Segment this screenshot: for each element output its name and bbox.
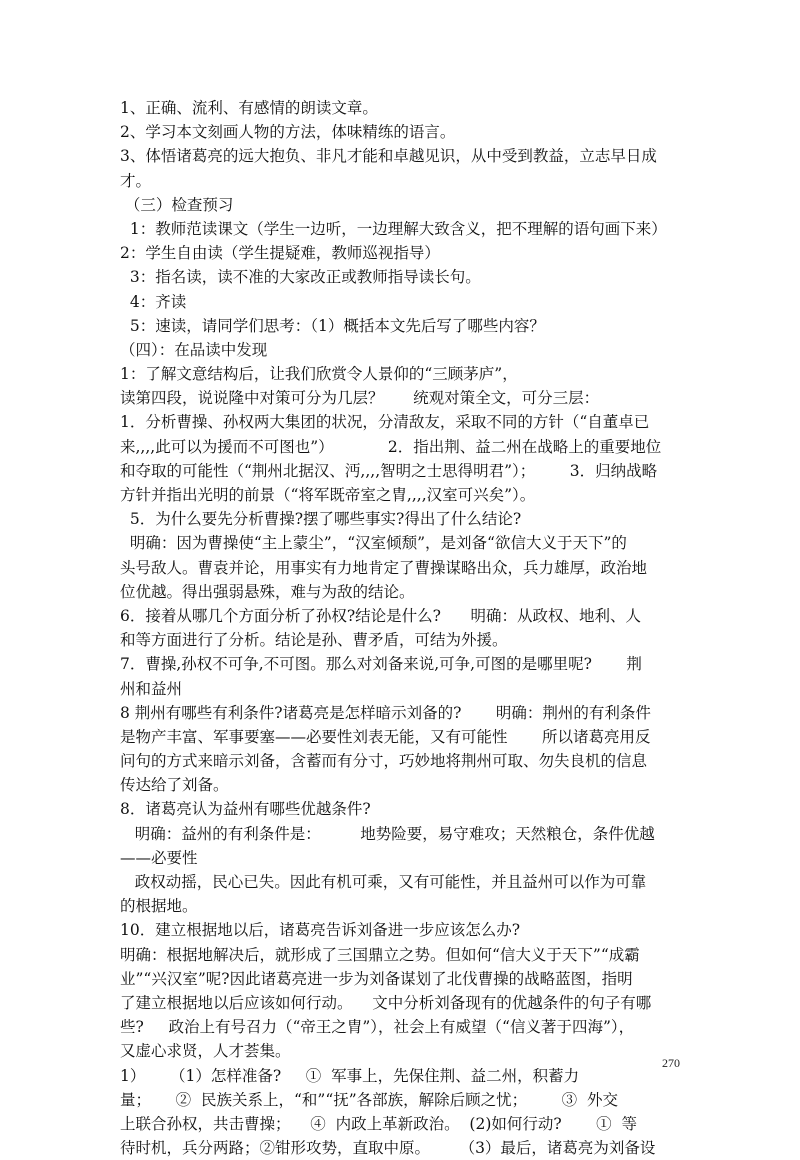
text-line: 了建立根据地以后应该如何行动。 文中分析刘备现有的优越条件的句子有哪	[120, 993, 652, 1012]
document-body	[120, 96, 690, 1160]
text-line: 1、正确、流利、有感情的朗读文章。	[120, 99, 378, 117]
text-line: 上联合孙权，共击曹操； ④ 内政上革新政治。 (2)如何行动? ① 等	[120, 1114, 638, 1133]
text-line: 业”“兴汉室”呢?因此诸葛亮进一步为刘备谋划了北伐曹操的战略蓝图，指明	[120, 969, 633, 988]
text-line: 州和益州	[120, 679, 183, 698]
text-line: 10．建立根据地以后，诸葛亮告诉刘备进一步应该怎么办?	[120, 921, 521, 940]
text-line: 的根据地。	[120, 897, 198, 916]
text-line: 1） （1）怎样准备? ① 军事上，先保住荆、益二州，积蓄力	[120, 1066, 580, 1085]
page-number: 270	[662, 1056, 680, 1070]
text-line: ——必要性	[120, 848, 198, 867]
text-line: 和夺取的可能性（“荆州北据汉、沔,,,,智明之士思得明君”）； 3．归纳战略	[120, 461, 658, 480]
text-line: 3：指名读，读不准的大家改正或教师指导读长句。	[120, 268, 481, 287]
text-line: 8 荆州有哪些有利条件?诸葛亮是怎样暗示刘备的? 明确：荆州的有利条件	[120, 703, 651, 722]
text-line: 2：学生自由读（学生提疑难，教师巡视指导）	[120, 244, 440, 263]
text-line: 明确：益州的有利条件是： 地势险要，易守难攻；天然粮仓，条件优越	[120, 824, 655, 843]
text-line: 明确：因为曹操使“主上蒙尘”，“汉室倾颓”，是刘备“欲信大义于天下”的	[120, 534, 627, 553]
text-line: 1：教师范读课文（学生一边听，一边理解大致含义，把不理解的语句画下来）	[120, 219, 667, 238]
text-line: 和等方面进行了分析。结论是孙、曹矛盾，可结为外援。	[120, 631, 508, 650]
text-line: 6．接着从哪几个方面分析了孙权?结论是什么? 明确：从政权、地利、人	[120, 606, 642, 625]
text-line: 1．分析曹操、孙权两大集团的状况，分清敌友，采取不同的方针（“自董卓已	[120, 413, 650, 432]
text-line: 位优越。得出强弱悬殊，难与为敌的结论。	[120, 582, 415, 601]
text-line: 来,,,,此可以为援而不可图也”） 2．指出荆、益二州在战略上的重要地位	[120, 437, 662, 456]
text-line: 5．为什么要先分析曹操?摆了哪些事实?得出了什么结论?	[120, 510, 522, 529]
text-line: 方针并指出光明的前景（“将军既帝室之胄,,,,汉室可兴矣”）。	[120, 486, 536, 504]
text-line: 5：速读，请同学们思考：（1）概括本文先后写了哪些内容？	[120, 316, 545, 335]
text-line: 3、体悟诸葛亮的远大抱负、非凡才能和卓越见识，从中受到教益，立志早日成	[120, 147, 657, 166]
text-line: 8．诸葛亮认为益州有哪些优越条件?	[120, 800, 371, 819]
text-line: 政权动摇，民心已失。因此有机可乘，又有可能性，并且益州可以作为可靠	[120, 873, 647, 891]
text-line: 1：了解文意结构后，让我们欣赏令人景仰的“三顾茅庐”，	[120, 365, 518, 384]
text-line: 头号敌人。曹袁并论，用事实有力地肯定了曹操谋略出众，兵力雄厚，政治地	[120, 558, 648, 577]
text-line: 待时机，兵分两路；②钳形攻势，直取中原。 （3）最后，诸葛亮为刘备设	[120, 1139, 656, 1158]
text-line: 才。	[120, 171, 152, 190]
text-line: 又虚心求贤，人才荟集。	[120, 1042, 291, 1061]
section-heading: （三）检查预习	[120, 195, 234, 214]
text-line: 是物产丰富、军事要塞——必要性刘表无能，又有可能性 所以诸葛亮用反	[120, 727, 651, 746]
text-line: 问句的方式来暗示刘备，含蓄而有分寸，巧妙地将荆州可取、勿失良机的信息	[120, 752, 648, 771]
text-line: 量； ② 民族关系上，“和”“抚”各部族，解除后顾之忧； ③ 外交	[120, 1090, 619, 1109]
text-line: 些? 政治上有号召力（“帝王之胄”），社会上有威望（“信义著于四海”），	[120, 1018, 635, 1037]
section-heading: （四）：在品读中发现	[120, 340, 268, 359]
text-line: 读第四段，说说隆中对策可分为几层？ 统观对策全文，可分三层：	[120, 389, 600, 408]
text-line: 7．曹操,孙权不可争,不可图。那么对刘备来说,可争,可图的是哪里呢? 荆	[120, 655, 642, 674]
text-line: 明确：根据地解决后，就形成了三国鼎立之势。但如何“信大义于天下”“成霸	[120, 945, 640, 964]
text-line: 2、学习本文刻画人物的方法，体味精练的语言。	[120, 123, 456, 142]
text-line: 4：齐读	[120, 292, 187, 311]
text-line: 传达给了刘备。	[120, 776, 229, 795]
